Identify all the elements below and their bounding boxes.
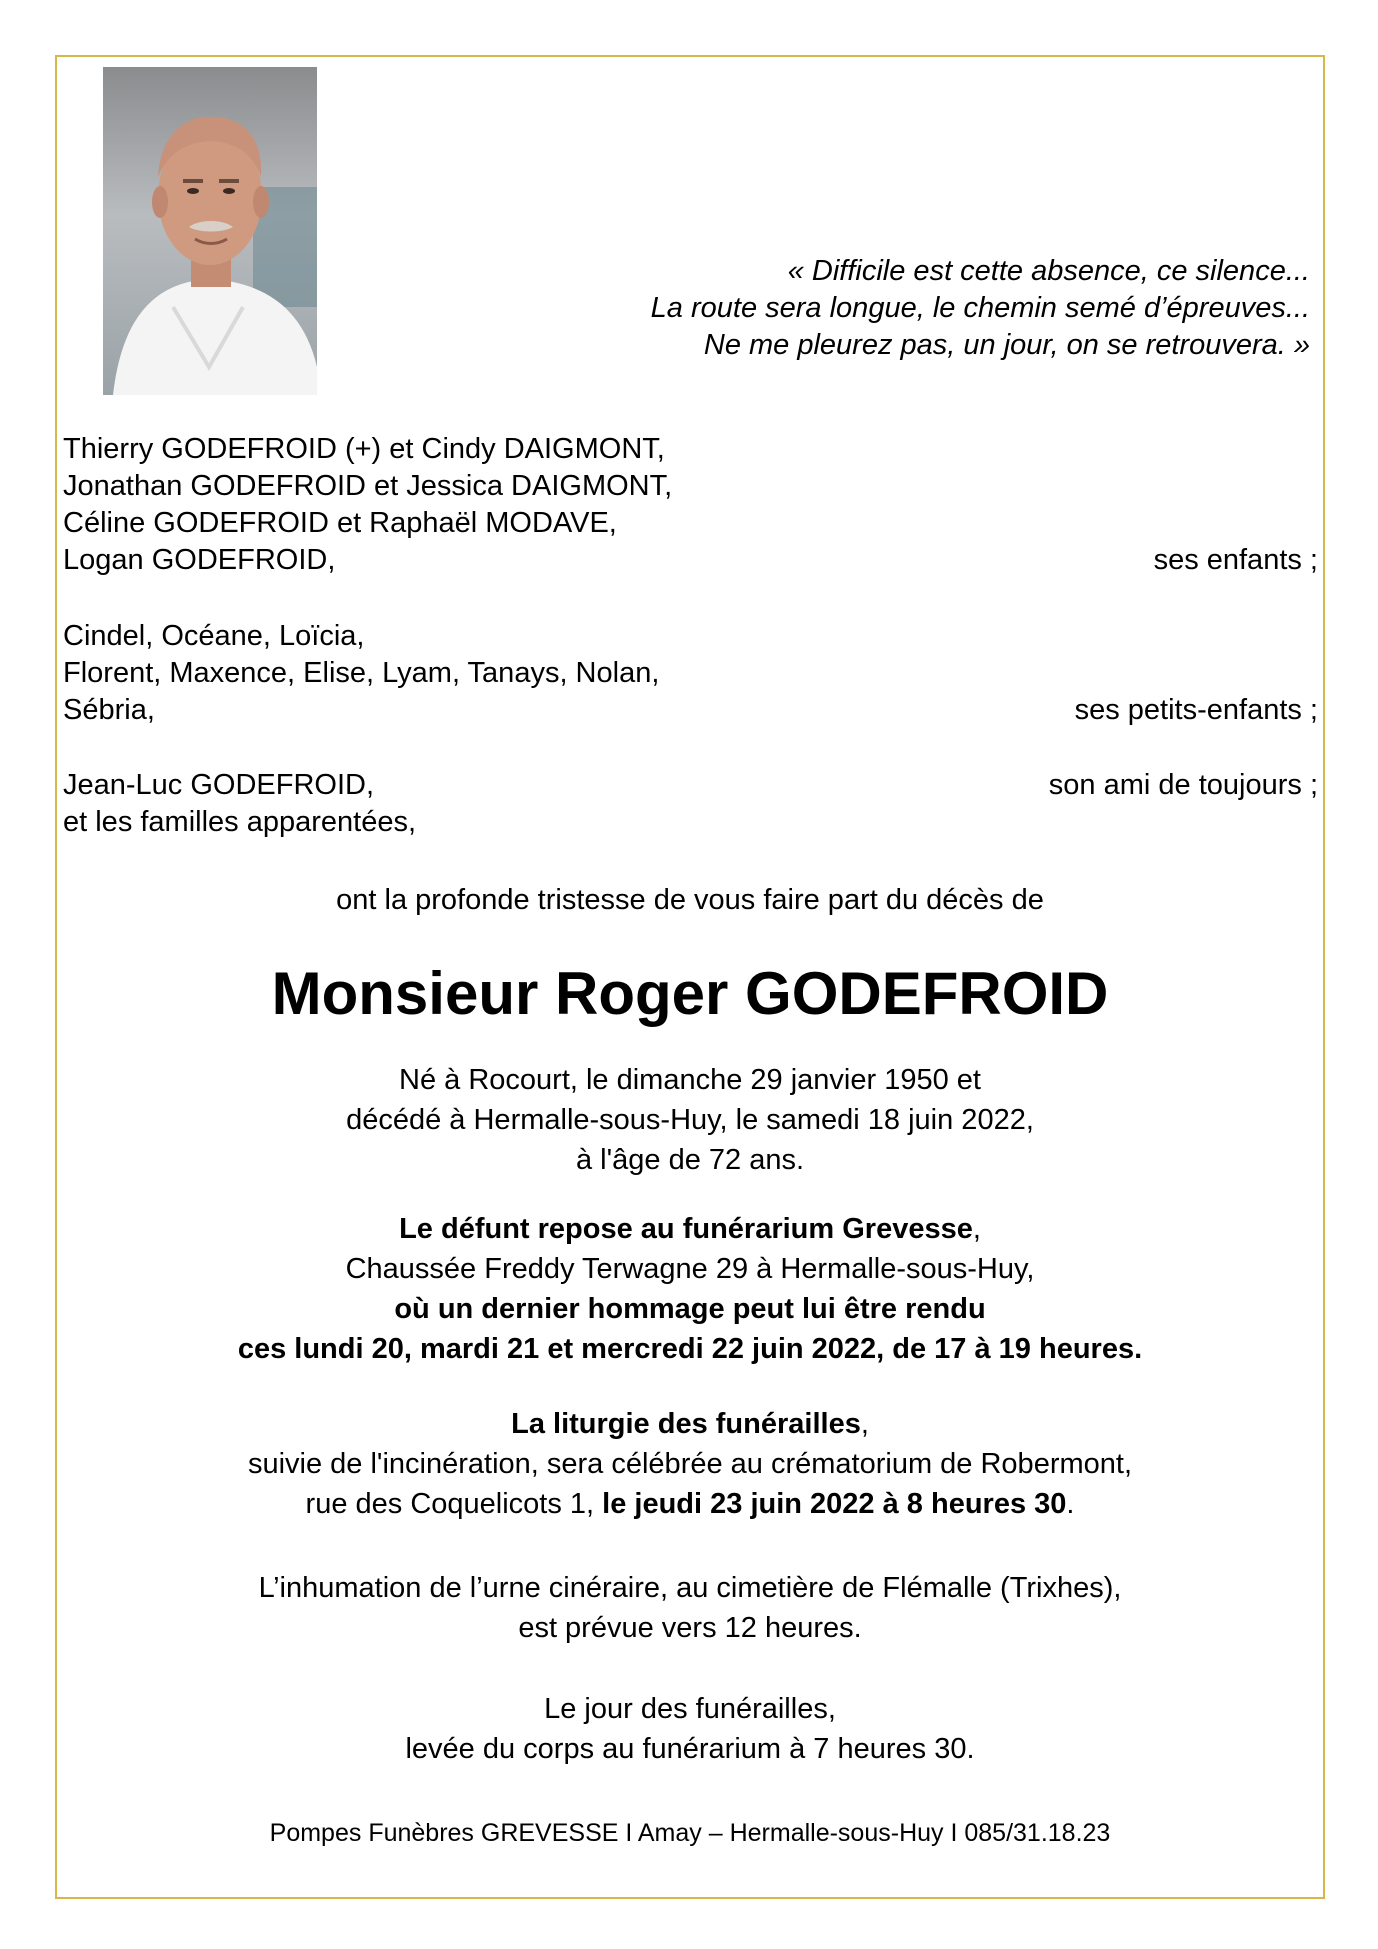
punctuation: . — [1066, 1488, 1075, 1520]
liturgy-date: le jeudi 23 juin 2022 à 8 heures 30 — [602, 1488, 1067, 1520]
cremation-line: suivie de l'incinération, sera célébrée au crématorium de Robermont, — [247, 1448, 1133, 1480]
epitaph-quote — [651, 253, 1310, 364]
children-relation: ses enfants ; — [1153, 544, 1318, 576]
grandchildren-relation: ses petits-enfants ; — [1074, 694, 1318, 726]
funeral-director-footer: Pompes Funèbres GREVESSE I Amay – Hermalle-sous-Huy I 085/31.18.23 — [269, 1819, 1111, 1847]
portrait-photo — [103, 67, 317, 395]
visitation-dates: ces lundi 20, mardi 21 et mercredi 22 juin 2022, de 17 à 19 heures. — [237, 1333, 1143, 1365]
burial-info — [55, 1568, 1325, 1648]
death-line: décédé à Hermalle-sous-Huy, le samedi 18 juin 2022, — [346, 1104, 1034, 1136]
departure-info — [55, 1689, 1325, 1769]
announcement: ont la profonde tristesse de vous faire part du décès de — [336, 884, 1044, 916]
birth-line: Né à Rocourt, le dimanche 29 janvier 1950 et — [399, 1064, 981, 1096]
burial-time: est prévue vers 12 heures. — [518, 1612, 862, 1644]
punctuation: , — [860, 1408, 869, 1440]
child-name: Thierry GODEFROID (+) et Cindy DAIGMONT, — [63, 433, 665, 465]
burial-line: L’inhumation de l’urne cinéraire, au cimetière de Flémalle (Trixhes), — [258, 1572, 1122, 1604]
child-name: Céline GODEFROID et Raphaël MODAVE, — [63, 507, 617, 539]
liturgy-heading: La liturgie des funérailles — [511, 1408, 861, 1440]
friend-name: Jean-Luc GODEFROID, — [63, 769, 375, 801]
quote-line: « Difficile est cette absence, ce silence... — [787, 255, 1310, 287]
related-families: et les familles apparentées, — [63, 806, 417, 838]
grandchild-names: Sébria, — [63, 694, 155, 726]
quote-line: Ne me pleurez pas, un jour, on se retrouvera. » — [703, 329, 1310, 361]
birth-death-info — [55, 1060, 1325, 1180]
child-name: Jonathan GODEFROID et Jessica DAIGMONT, — [63, 470, 673, 502]
friend-relation: son ami de toujours ; — [1048, 769, 1318, 801]
age-line: à l'âge de 72 ans. — [575, 1144, 805, 1176]
child-name: Logan GODEFROID, — [63, 544, 336, 576]
portrait-photo-icon — [103, 67, 317, 395]
liturgy-info — [55, 1404, 1325, 1524]
quote-line: La route sera longue, le chemin semé d’épreuves... — [650, 292, 1310, 324]
crematorium-address: rue des Coquelicots 1, — [305, 1488, 603, 1520]
grandchild-names: Cindel, Océane, Loïcia, — [63, 620, 365, 652]
punctuation: , — [972, 1213, 981, 1245]
visitation-info — [55, 1209, 1325, 1369]
funeral-home-heading: Le défunt repose au funérarium Grevesse — [399, 1213, 973, 1245]
tribute-note: où un dernier hommage peut lui être rendu — [394, 1293, 986, 1325]
funeral-home-address: Chaussée Freddy Terwagne 29 à Hermalle-sous-Huy, — [345, 1253, 1035, 1285]
departure-time: levée du corps au funérarium à 7 heures 30. — [405, 1733, 975, 1765]
departure-line: Le jour des funérailles, — [544, 1693, 836, 1725]
deceased-name: Monsieur Roger GODEFROID — [271, 960, 1109, 1027]
grandchild-names: Florent, Maxence, Elise, Lyam, Tanays, Nolan, — [63, 657, 660, 689]
